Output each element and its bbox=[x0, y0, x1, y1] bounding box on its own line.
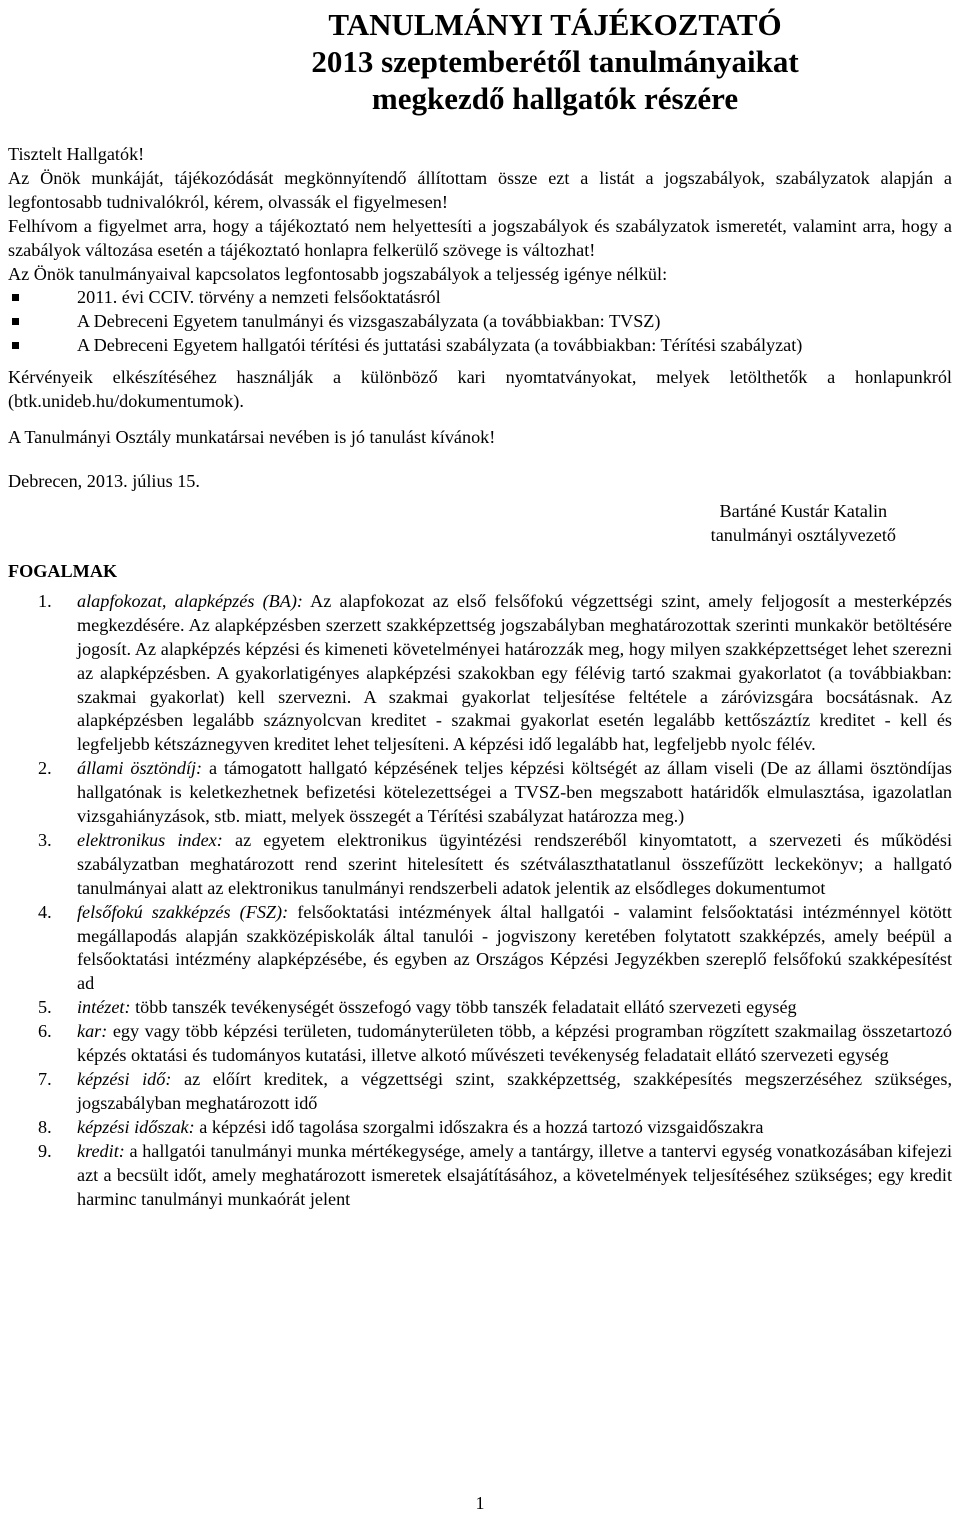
definition-item bbox=[8, 1068, 952, 1116]
laws-list bbox=[8, 286, 952, 358]
definition-text: az egyetem elektronikus ügyintézési rendszeréből kinyomtatott, a szervezeti és működési szabályzatban meghatározott rend szerint hitelesített és szétválaszthatatlanul összefűzött leckekönyv; a hallgató tanulmányai alatt az elektronikus tanulmányi rendszerbeli adatok jelentik az elsődleges dokumentumot bbox=[77, 829, 953, 898]
signatory-name: Bartáné Kustár Katalin bbox=[719, 500, 888, 521]
law-text: 2011. évi CCIV. törvény a nemzeti felsőoktatásról bbox=[77, 287, 441, 308]
definition-item bbox=[8, 1116, 952, 1140]
definition-term: elektronikus index: bbox=[77, 829, 223, 850]
definition-number: 6. bbox=[38, 1021, 52, 1042]
intro-paragraph-3: Az Önök tanulmányaival kapcsolatos legfontosabb jogszabályok a teljesség igénye nélkül: bbox=[8, 263, 668, 284]
definition-item bbox=[8, 996, 952, 1020]
section-heading: FOGALMAK bbox=[8, 560, 118, 581]
title-line-3: megkezdő hallgatók részére bbox=[371, 81, 739, 116]
page-number: 1 bbox=[475, 1493, 485, 1513]
law-text: A Debreceni Egyetem tanulmányi és vizsgaszabályzata (a továbbiakban: TVSZ) bbox=[77, 311, 661, 332]
law-text: A Debreceni Egyetem hallgatói térítési és juttatási szabályzata (a továbbiakban: Térítési szabályzat) bbox=[77, 335, 803, 356]
definition-number: 4. bbox=[38, 901, 52, 922]
definition-number: 5. bbox=[38, 997, 52, 1018]
definition-text: a hallgatói tanulmányi munka mértékegysége, amely a tantárgy, illetve a tantervi egység vonatkozásában kifejezi azt a becsült időt, amely meghatározott ismeretek elsajátításához, a követelmények teljesítéséhez szükséges; egy kredit harminc tanulmányi munkaórát jelent bbox=[77, 1140, 952, 1209]
definition-item bbox=[8, 1140, 952, 1212]
signature-block bbox=[8, 470, 952, 580]
definition-term: alapfokozat, alapképzés (BA): bbox=[77, 590, 303, 611]
definition-text: egy vagy több képzési területen, tudományterületen több, a képzési programban rögzített szakmailag összetartozó képzés oktatási és tudományos kutatási, illetve alkotó művészeti tevékenység feladatait ellátó szervezeti egység bbox=[77, 1021, 952, 1066]
list-item bbox=[8, 286, 952, 310]
intro-paragraph-1: Az Önök munkáját, tájékozódását megkönnyítendő állítottam össze ezt a listát a jogszabályok, szabályzatok alapján a legfontosabb tudnivalókról, kérem, olvassák el figyelmesen! bbox=[8, 167, 952, 212]
list-item bbox=[8, 334, 952, 358]
definition-term: kar: bbox=[77, 1021, 108, 1042]
definition-text: több tanszék tevékenységét összefogó vagy több tanszék feladatait ellátó szervezeti egység bbox=[130, 997, 797, 1018]
definition-number: 2. bbox=[38, 758, 52, 779]
bullet-square-icon bbox=[12, 342, 19, 349]
forms-note: Kérvényeik elkészítéséhez használják a különböző kari nyomtatványokat, melyek letölthetők a honlapunkról (btk.unideb.hu/dokumentumok). bbox=[8, 367, 952, 412]
intro-paragraph-2: Felhívom a figyelmet arra, hogy a tájékoztató nem helyettesíti a jogszabályok és szabályzatok ismeretét, valamint arra, hogy a szabályok változása esetén a tájékoztató honlapra felkerülő szövege is változhat! bbox=[8, 215, 952, 260]
definition-text: Az alapfokozat az első felsőfokú végzettségi szint, amely feljogosít a mesterképzés megkezdésére. Az alapképzésben szerzett szakképzettség jogszabályban meghatározottak szerinti munkakör betöltésére jogosít. Az alapképzés képzési és kimeneti követelményei határozzák meg, hogy milyen szakképzettséget lehet szerezni az alapképzésben. A gyakorlatigényes alapképzési szakokban egy félévig tartó szakmai gyakorlatot (a továbbiakban: szakmai gyakorlat) kell szervezni. A szakmai gyakorlat teljesítése feltétele a záróvizsgára bocsátásnak. Az alapképzésben legalább száznyolcvan kreditet - szakmai gyakorlat esetén legalább kettőszáztíz kreditet - kell és legfeljebb kétszáznegyven kreditet lehet teljesíteni. A képzési idő legalább hat, legfeljebb nyolc félév. bbox=[77, 590, 953, 755]
definition-item bbox=[8, 829, 952, 901]
list-item bbox=[8, 310, 952, 334]
document-body bbox=[8, 143, 952, 1211]
definition-term: intézet: bbox=[77, 997, 131, 1018]
signatory bbox=[711, 500, 896, 548]
document-title bbox=[8, 6, 952, 117]
place-date: Debrecen, 2013. július 15. bbox=[8, 470, 200, 491]
definition-term: képzési időszak: bbox=[77, 1116, 195, 1137]
definition-text: felsőoktatási intézmények által hallgatói - valamint felsőoktatási intézménnyel kötött megállapodás alapján szakközépiskolák által tanulói - jogviszony keretében folytatott szakképzés, amely beépül a felsőoktatási intézmény alapképzésébe, és egyben az Országos Képzési Jegyzékben szereplő felsőfokú szakképesítést ad bbox=[77, 901, 952, 994]
definition-text: a képzési idő tagolása szorgalmi időszakra és a hozzá tartozó vizsgaidőszakra bbox=[194, 1116, 764, 1137]
definition-text: a támogatott hallgató képzésének teljes képzési költségét az állam viseli (De az állami ösztöndíjas hallgatónak is keletkezhetnek befizetési kötelezettségei a TVSZ-ben megszabott határidők elmulasztása, igazolatlan vizsgahiányzások, stb. miatt, melyek összegét a Térítési szabályzat határozza meg.) bbox=[77, 758, 953, 827]
definition-term: felsőfokú szakképzés (FSZ): bbox=[77, 901, 289, 922]
greeting: Tisztelt Hallgatók! bbox=[8, 144, 145, 164]
definition-number: 3. bbox=[38, 829, 52, 850]
title-line-1: TANULMÁNYI TÁJÉKOZTATÓ bbox=[328, 7, 782, 42]
definition-item bbox=[8, 590, 952, 757]
definition-term: állami ösztöndíj: bbox=[77, 758, 203, 779]
definition-number: 7. bbox=[38, 1069, 52, 1089]
definition-item bbox=[8, 757, 952, 829]
bullet-square-icon bbox=[12, 318, 19, 325]
definition-term: képzési idő: bbox=[77, 1069, 172, 1089]
closing-wish: A Tanulmányi Osztály munkatársai nevében is jó tanulást kívánok! bbox=[8, 426, 496, 447]
definition-number: 8. bbox=[38, 1116, 52, 1137]
definition-number: 1. bbox=[38, 590, 52, 611]
document-page bbox=[8, 0, 952, 1211]
definition-text: az előírt kreditek, a végzettségi szint, szakképzettség, szakképesítés megszerzéséhez szükséges, jogszabályban meghatározott idő bbox=[77, 1069, 952, 1113]
definition-term: kredit: bbox=[77, 1140, 125, 1161]
bullet-square-icon bbox=[12, 294, 19, 301]
title-line-2: 2013 szeptemberétől tanulmányaikat bbox=[311, 44, 799, 79]
definitions-list bbox=[8, 590, 952, 1212]
definition-item bbox=[8, 1020, 952, 1068]
definition-number: 9. bbox=[38, 1140, 52, 1161]
signatory-role: tanulmányi osztályvezető bbox=[710, 524, 896, 545]
definition-item bbox=[8, 901, 952, 997]
